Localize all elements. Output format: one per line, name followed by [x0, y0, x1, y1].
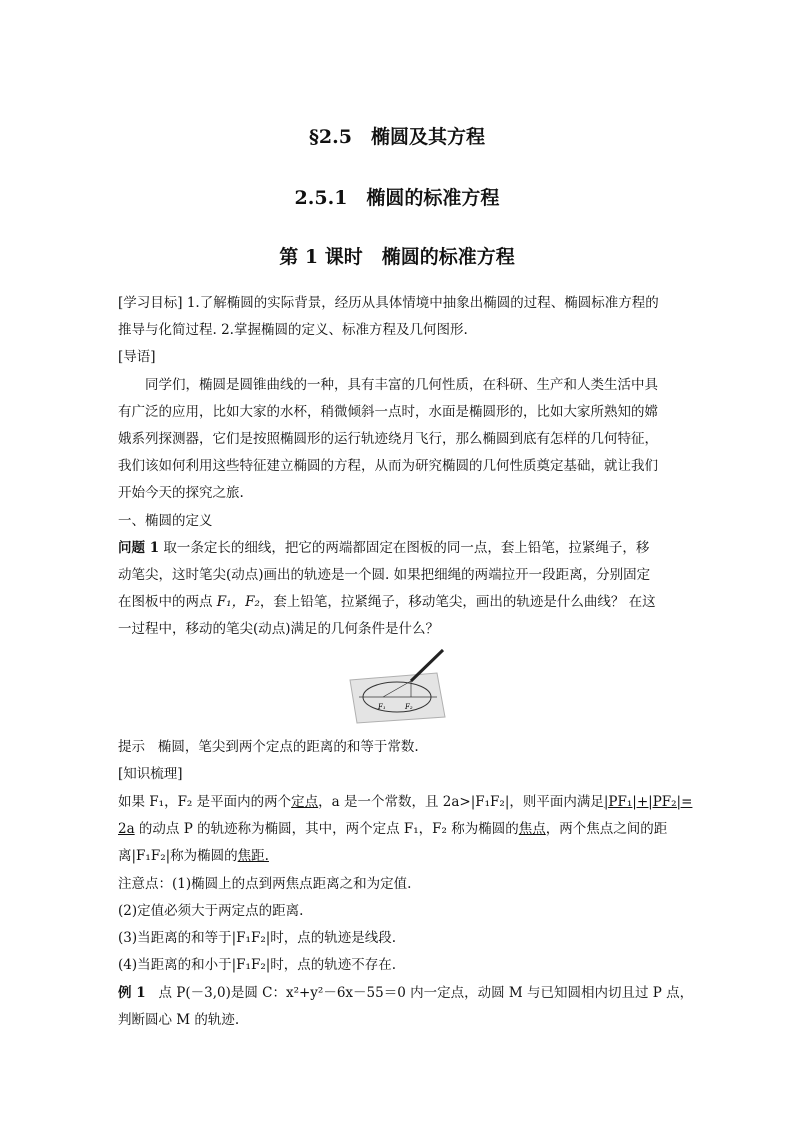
- label-f2: F₂: [405, 703, 413, 711]
- ellipse-drawing-figure: [345, 645, 450, 725]
- problem1-text-3b: ，套上铅笔，拉紧绳子，移动笔尖，画出的轨迹是什么曲线？ 在这: [259, 594, 656, 610]
- intro-tag: [导语]: [118, 349, 156, 365]
- hint-text: 椭圆，笔尖到两个定点的距离的和等于常数.: [157, 739, 419, 755]
- knowledge-line-1: [118, 790, 693, 810]
- problem1-tag: 问题 1: [118, 540, 160, 556]
- note-3: (3)当距离的和等于|F₁F₂|时，点的轨迹是线段.: [118, 930, 397, 946]
- label-f1: F₁: [378, 703, 386, 711]
- intro-line-4: 我们该如何利用这些特征建立椭圆的方程，从而为研究椭圆的几何性质奠定基础，就让我们: [118, 458, 658, 474]
- knowledge-text-2b: 的动点 P 的轨迹称为椭圆，其中，两个定点 F₁，F₂ 称为椭圆的: [134, 821, 519, 837]
- knowledge-sum-condition: |PF₁|+|PF₂|=: [603, 794, 693, 810]
- knowledge-text-1c: ，a 是一个常数，且 2a>|F₁F₂|，则平面内满足: [318, 794, 604, 810]
- note-4: (4)当距离的和小于|F₁F₂|时，点的轨迹不存在.: [118, 957, 397, 973]
- note-1: 注意点：(1)椭圆上的点到两焦点距离之和为定值.: [118, 876, 412, 892]
- intro-line-2: 有广泛的应用，比如大家的水杯，稍微倾斜一点时，水面是椭圆形的，比如大家所熟知的嫦: [118, 404, 658, 420]
- example1-text-1: 点 P(－3,0)是圆 C：x²+y²－6x－55＝0 内一定点，动圆 M 与已知圆相内切且过 P 点，: [158, 985, 694, 1001]
- objectives-text-1: 1.了解椭圆的实际背景，经历从具体情境中抽象出椭圆的过程、椭圆标准方程的: [186, 295, 659, 311]
- lesson-heading: 第 1 课时 椭圆的标准方程: [279, 246, 515, 268]
- objectives-line-1: [118, 291, 683, 311]
- knowledge-text-1a: 如果 F₁，F₂ 是平面内的两个: [118, 794, 292, 810]
- hint-line: [118, 735, 683, 755]
- example1-line-1: [118, 981, 694, 1001]
- section1-title: 一、椭圆的定义: [118, 513, 213, 529]
- subsection-heading: 2.5.1 椭圆的标准方程: [294, 187, 500, 209]
- knowledge-2a: 2a: [118, 821, 135, 837]
- knowledge-line-3: [118, 844, 683, 864]
- problem1-line-3: [118, 590, 683, 610]
- problem1-line-2: 动笔尖，这时笔尖(动点)画出的轨迹是一个圆. 如果把细绳的两端拉开一段距离，分别固定: [118, 567, 651, 583]
- example1-tag: 例 1: [118, 985, 146, 1001]
- problem1-text-1: 取一条定长的细线，把它的两端都固定在图板的同一点，套上铅笔，拉紧绳子，移: [163, 540, 650, 556]
- note-2: (2)定值必须大于两定点的距离.: [118, 903, 304, 919]
- hint-tag: 提示: [118, 739, 145, 755]
- problem1-text-3a: 在图板中的两点: [118, 594, 217, 610]
- problem1-points: F₁，F₂: [216, 594, 260, 610]
- intro-line-3: 娥系列探测器，它们是按照椭圆形的运行轨迹绕月飞行，那么椭圆到底有怎样的几何特征，: [118, 431, 658, 447]
- knowledge-focal-distance: 焦距.: [237, 848, 269, 864]
- objectives-line-2: 推导与化简过程. 2.掌握椭圆的定义、标准方程及几何图形.: [118, 322, 468, 338]
- problem1-line-4: 一过程中，移动的笔尖(动点)满足的几何条件是什么？: [118, 621, 440, 637]
- knowledge-text-2d: ，两个焦点之间的距: [545, 821, 668, 837]
- intro-line-5: 开始今天的探究之旅.: [118, 485, 244, 501]
- example1-line-2: 判断圆心 M 的轨迹.: [118, 1012, 240, 1028]
- objectives-tag: [学习目标]: [118, 295, 183, 311]
- knowledge-tag: [知识梳理]: [118, 766, 183, 782]
- intro-line-1: 同学们，椭圆是圆锥曲线的一种，具有丰富的几何性质，在科研、生产和人类生活中具: [145, 377, 658, 393]
- section-heading: §2.5 椭圆及其方程: [309, 126, 485, 148]
- knowledge-focus: 焦点: [518, 821, 546, 837]
- knowledge-fixed-point: 定点: [291, 794, 319, 810]
- knowledge-line-2: [118, 817, 683, 837]
- problem1-line-1: [118, 536, 683, 556]
- knowledge-text-3a: 离|F₁F₂|称为椭圆的: [118, 848, 238, 864]
